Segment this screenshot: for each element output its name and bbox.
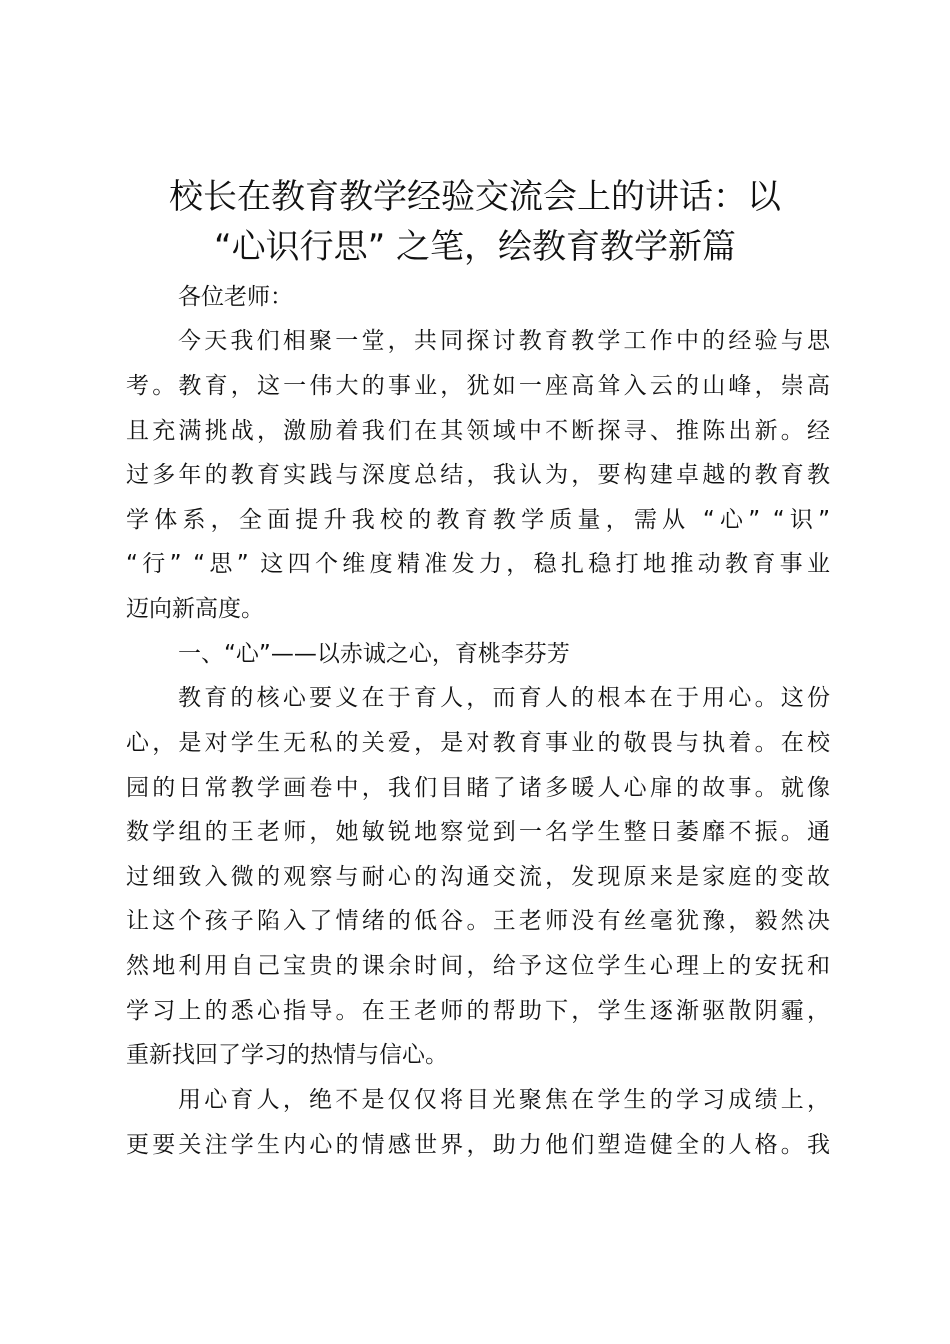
title-line-2: “心识行思” 之笔，绘教育教学新篇 xyxy=(213,227,737,267)
paragraph-line: 学习上的悉心指导。在王老师的帮助下，学生逐渐驱散阴霾， xyxy=(126,998,830,1024)
paragraph-line: 过细致入微的观察与耐心的沟通交流，发现原来是家庭的变故 xyxy=(126,864,830,890)
paragraph-line: 更要关注学生内心的情感世界，助力他们塑造健全的人格。我 xyxy=(126,1132,830,1158)
paragraph-line: 然地利用自己宝贵的课余时间，给予这位学生心理上的安抚和 xyxy=(126,953,830,979)
paragraph-line: “行” “思” 这四个维度精准发力，稳扎稳打地推动教育事业 xyxy=(126,551,830,577)
paragraph-line: 过多年的教育实践与深度总结，我认为，要构建卓越的教育教 xyxy=(126,462,830,488)
paragraph-line: 迈向新高度。 xyxy=(126,596,264,622)
paragraph-line: 重新找回了学习的热情与信心。 xyxy=(126,1042,448,1068)
title-line-1: 校长在教育教学经验交流会上的讲话：以 xyxy=(169,177,781,217)
paragraph-line: 学体系，全面提升我校的教育教学质量，需从 “心” “识” xyxy=(126,507,830,533)
paragraph-line: 教育的核心要义在于育人，而育人的根本在于用心。这份 xyxy=(178,685,830,711)
paragraph-line: 今天我们相聚一堂，共同探讨教育教学工作中的经验与思 xyxy=(178,328,830,354)
paragraph-line: 让这个孩子陷入了情绪的低谷。王老师没有丝毫犹豫，毅然决 xyxy=(126,908,830,934)
salutation: 各位老师： xyxy=(178,284,293,310)
paragraph-line: 数学组的王老师，她敏锐地察觉到一名学生整日萎靡不振。通 xyxy=(126,819,830,845)
paragraph-line: 考。教育，这一伟大的事业，犹如一座高耸入云的山峰，崇高 xyxy=(126,373,830,399)
paragraph-line: 用心育人，绝不是仅仅将目光聚焦在学生的学习成绩上， xyxy=(178,1087,830,1113)
paragraph-line: 且充满挑战，激励着我们在其领域中不断探寻、推陈出新。经 xyxy=(126,418,830,444)
paragraph-line: 园的日常教学画卷中，我们目睹了诸多暖人心扉的故事。就像 xyxy=(126,775,830,801)
paragraph-line: 心，是对学生无私的关爱，是对教育事业的敬畏与执着。在校 xyxy=(126,730,830,756)
section-heading: 一、“心”——以赤诚之心，育桃李芬芳 xyxy=(178,641,570,667)
